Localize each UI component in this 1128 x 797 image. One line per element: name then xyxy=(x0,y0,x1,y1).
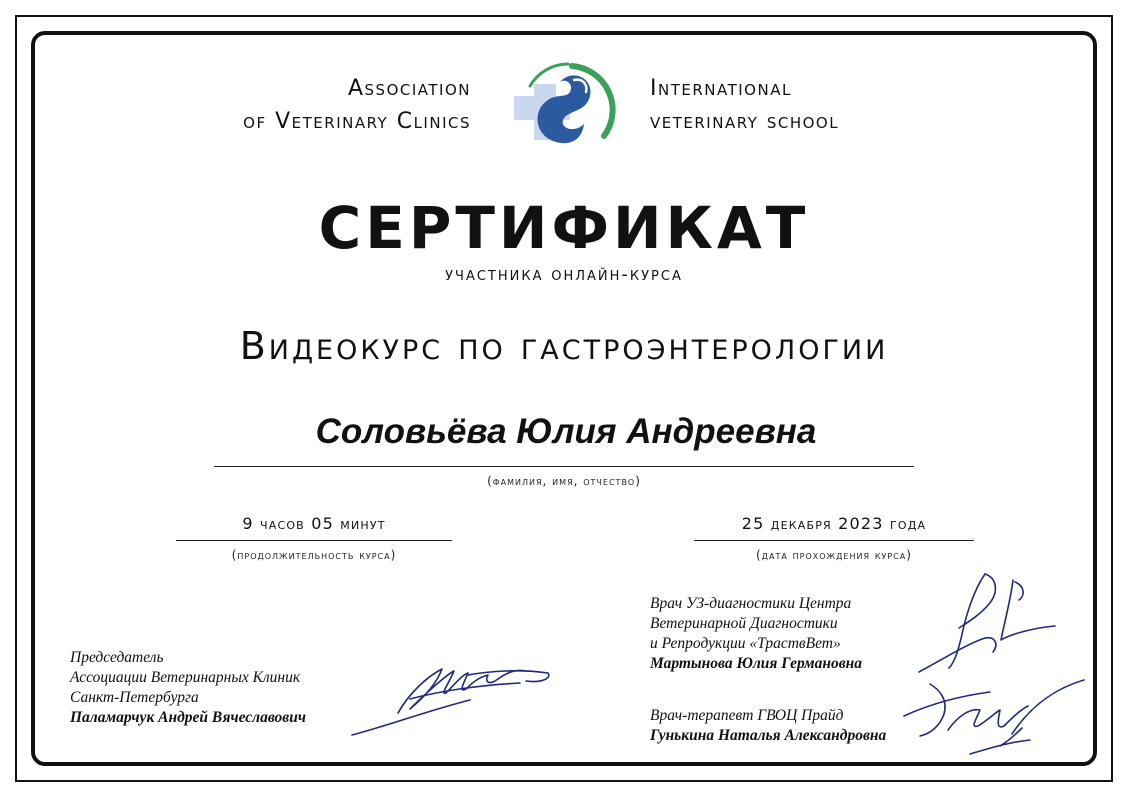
date-caption: (дата прохождения курса) xyxy=(756,548,912,562)
chair-role-line3: Санкт-Петербурга xyxy=(70,689,199,706)
duration-caption: (продолжительность курса) xyxy=(231,548,397,562)
recipient-underline xyxy=(214,466,914,467)
chair-role-line2: Ассоциации Ветеринарных Клиник xyxy=(70,669,301,686)
veterinary-logo-icon xyxy=(512,58,616,154)
school-name-line1: International xyxy=(650,76,792,101)
association-name-line2: of Veterinary Clinics xyxy=(243,109,471,134)
school-name xyxy=(650,72,839,138)
duration-underline xyxy=(176,540,452,541)
chair-role-line1: Председатель xyxy=(70,649,164,666)
date-underline xyxy=(694,540,974,541)
completion-date: 25 декабря 2023 года xyxy=(741,514,927,533)
association-name xyxy=(243,72,471,138)
chair-signatory xyxy=(70,648,306,728)
certificate-subtitle: участника онлайн-курса xyxy=(445,264,683,285)
association-name-line1: Association xyxy=(347,76,471,101)
school-name-line2: veterinary school xyxy=(650,109,840,134)
doctor1-role-line1: Врач УЗ-диагностики Центра xyxy=(650,595,852,612)
doctor2-signatory xyxy=(650,706,886,746)
doctor2-handwritten-signature xyxy=(900,670,1090,760)
doctor1-handwritten-signature xyxy=(915,568,1065,678)
course-duration: 9 часов 05 минут xyxy=(242,514,386,533)
doctor2-role-line1: Врач-терапевт ГВОЦ Прайд xyxy=(650,707,844,724)
certificate-title: СЕРТИФИКАТ xyxy=(318,194,810,262)
doctor2-name: Гунькина Наталья Александровна xyxy=(650,727,887,744)
chair-name: Паламарчук Андрей Вячеславович xyxy=(70,709,306,726)
doctor1-role-line2: Ветеринарной Диагностики xyxy=(650,615,838,632)
recipient-name: Соловьёва Юлия Андреевна xyxy=(315,412,817,451)
recipient-caption: (фамилия, имя, отчество) xyxy=(487,474,641,488)
course-name: Видеокурс по гастроэнтерологии xyxy=(239,324,889,368)
doctor1-role-line3: и Репродукции «ТраствВет» xyxy=(650,635,841,652)
doctor1-name: Мартынова Юлия Германовна xyxy=(650,655,863,672)
chair-handwritten-signature xyxy=(350,655,560,740)
doctor1-signatory xyxy=(650,594,862,674)
